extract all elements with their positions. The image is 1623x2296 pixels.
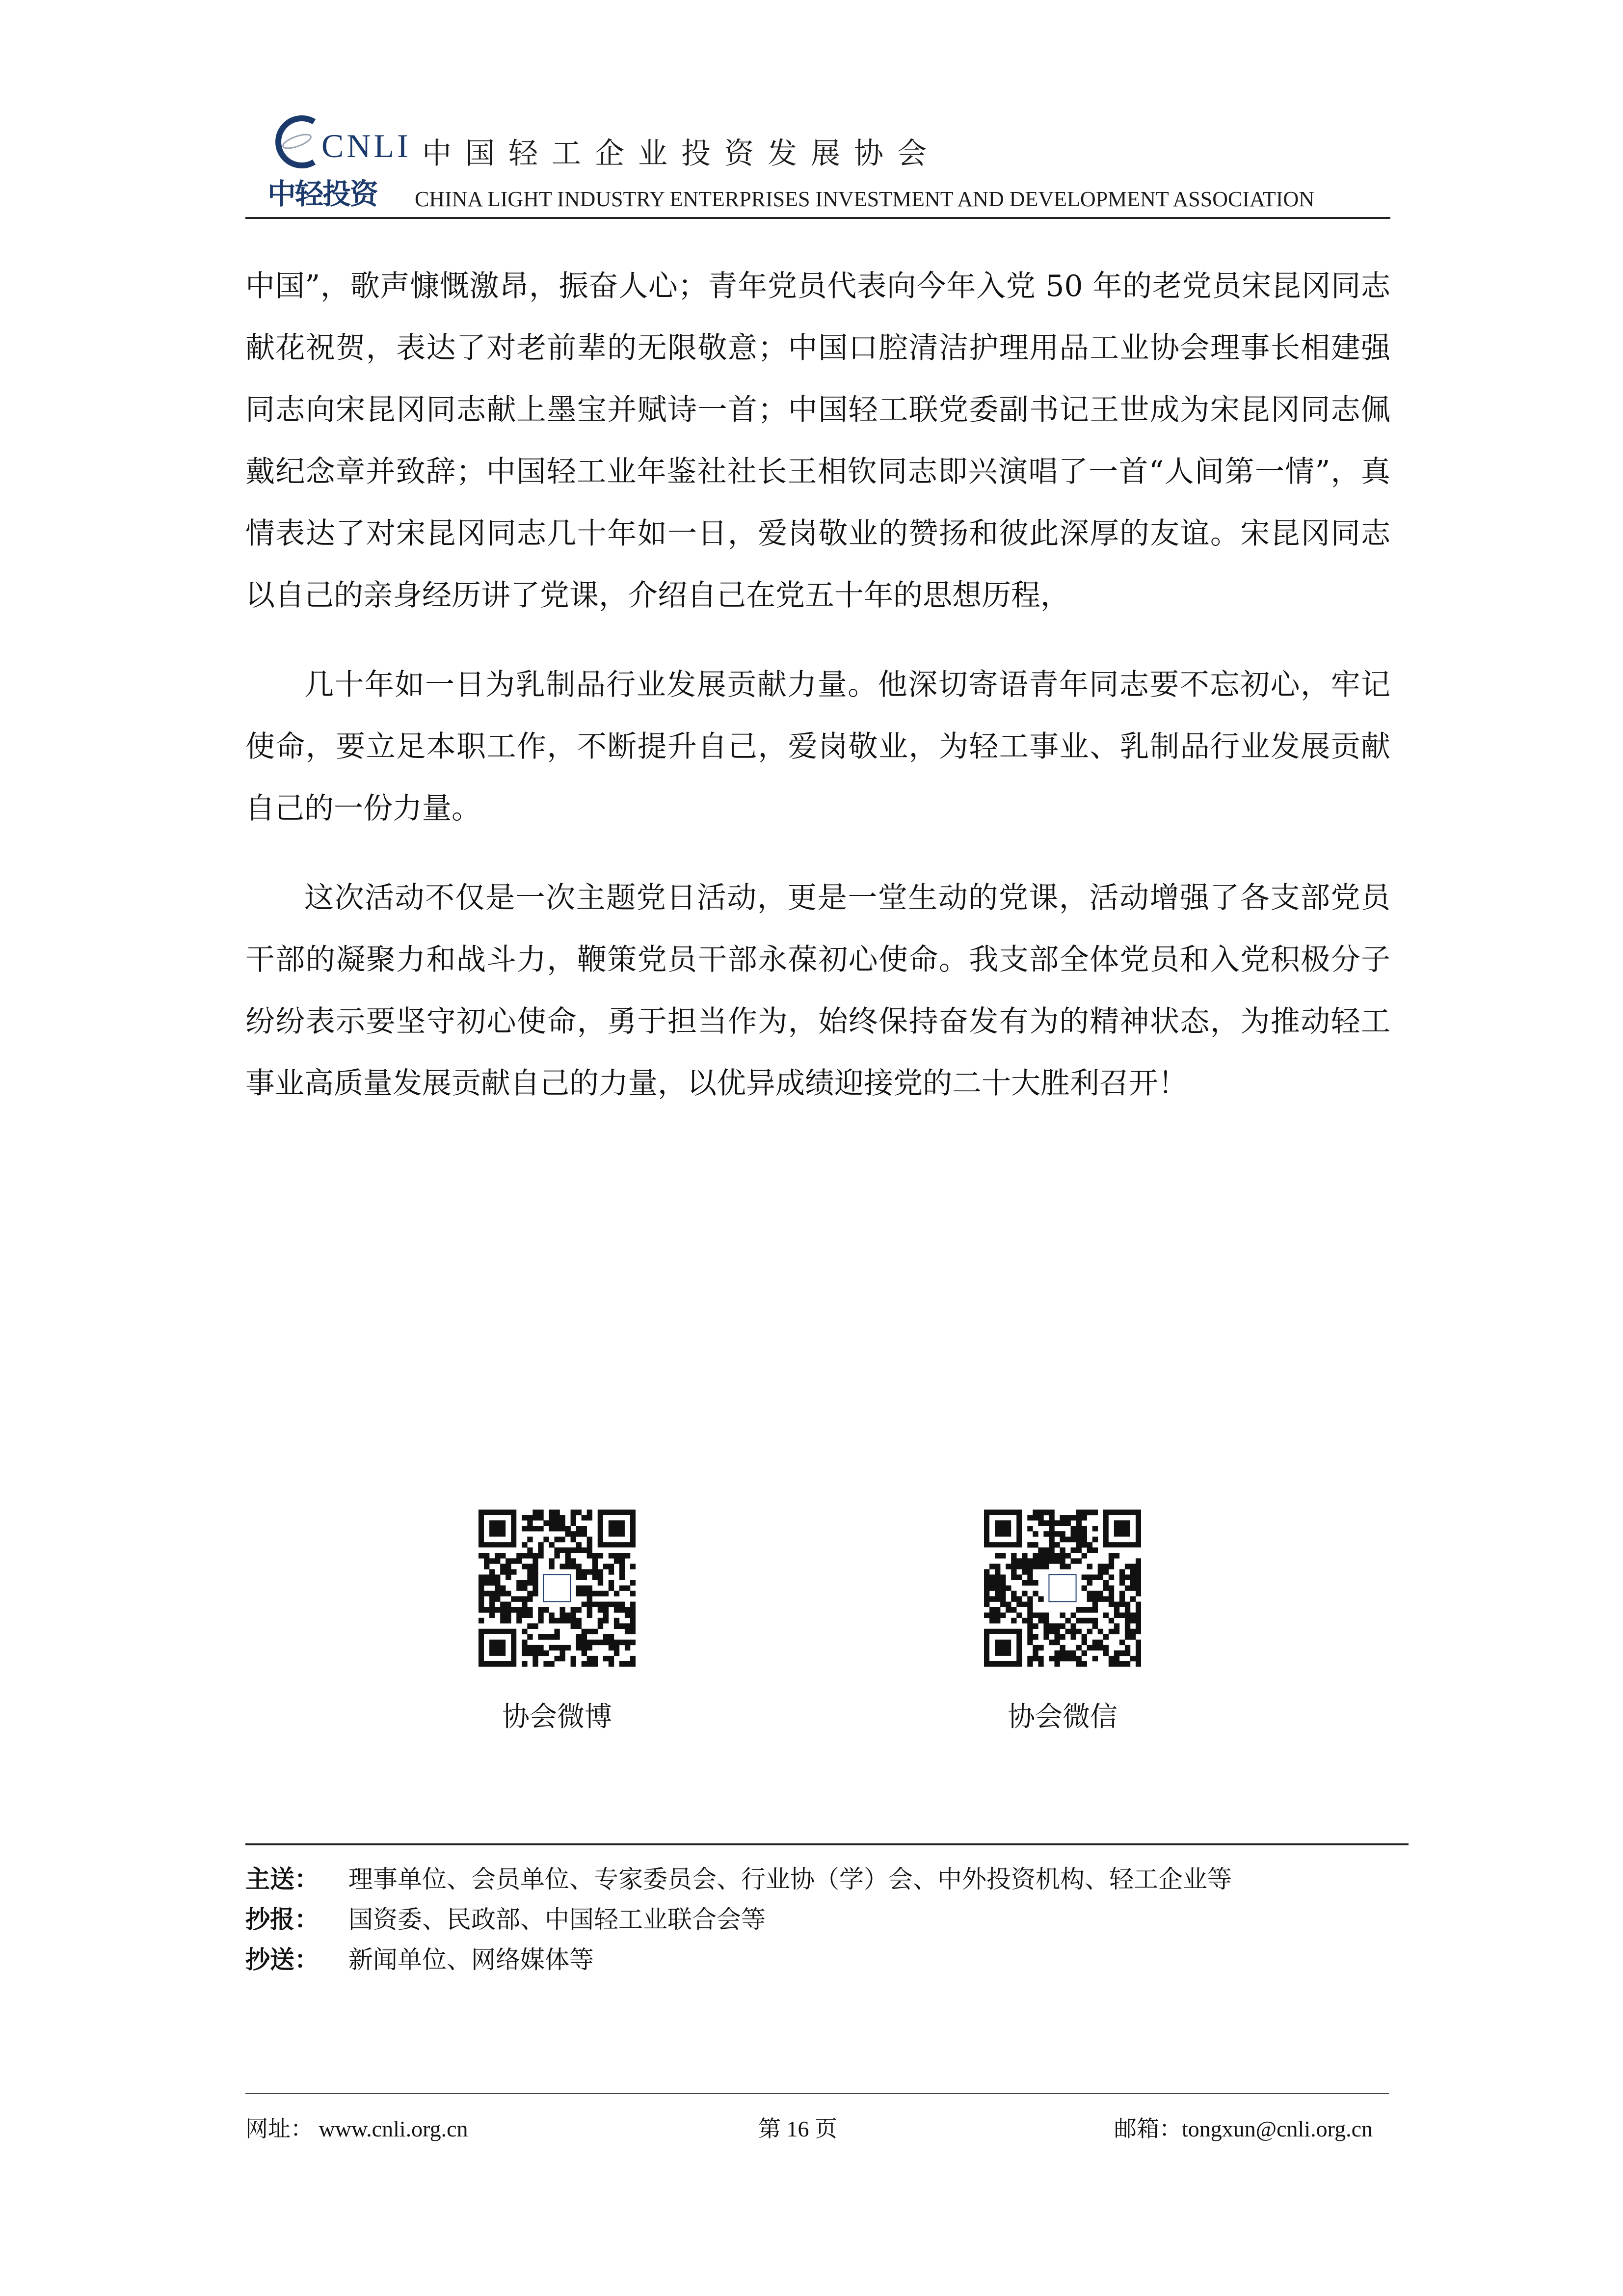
copy-to-value: 新闻单位、网络媒体等 xyxy=(348,1945,594,1974)
association-name-en: CHINA LIGHT INDUSTRY ENTERPRISES INVESTMENT AND DEVELOPMENT ASSOCIATION xyxy=(415,187,1315,211)
report-to-label: 抄报： xyxy=(245,1905,319,1934)
logo-chinese-text: 中轻投资 xyxy=(267,177,378,211)
association-name-cn: 中国轻工企业投资发展协会 xyxy=(422,136,940,171)
distribution-report-to xyxy=(245,1900,766,1935)
header-divider xyxy=(245,217,1390,219)
cnli-logo xyxy=(267,113,411,211)
weibo-qr-label: 协会微博 xyxy=(502,1701,612,1733)
footer-website: 网址： www.cnli.org.cn xyxy=(245,2116,468,2141)
qr-code-icon xyxy=(984,1510,1141,1667)
footer-divider xyxy=(245,2093,1389,2094)
footer-email: 邮箱：tongxun@cnli.org.cn xyxy=(1114,2116,1373,2141)
weibo-qr-block xyxy=(469,1510,645,1734)
footer-page-number: 第 16 页 xyxy=(758,2116,837,2141)
wechat-qr-block xyxy=(974,1510,1151,1734)
distribution-copy-to xyxy=(245,1940,594,1975)
distribution-divider xyxy=(245,1843,1409,1845)
body-paragraph: 几十年如一日为乳制品行业发展贡献力量。他深切寄语青年同志要不忘初心，牢记使命，要立足本职工作，不断提升自己，爱岗敬业，为轻工事业、乳制品行业发展贡献自己的一份力量。 xyxy=(245,668,1390,826)
send-to-value: 理事单位、会员单位、专家委员会、行业协（学）会、中外投资机构、轻工企业等 xyxy=(348,1865,1232,1893)
article-body xyxy=(245,255,1390,1114)
report-to-value: 国资委、民政部、中国轻工业联合会等 xyxy=(348,1905,766,1934)
send-to-label: 主送： xyxy=(245,1865,319,1893)
cnli-logo-mark xyxy=(267,113,411,167)
body-paragraph: 中国”，歌声慷慨激昂，振奋人心；青年党员代表向今年入党 50 年的老党员宋昆冈同志献花祝贺，表达了对老前辈的无限敬意；中国口腔清洁护理用品工业协会理事长相建强同志向宋昆冈同志献上墨宝并赋诗一首；中国轻工联党委副书记王世成为宋昆冈同志佩戴纪念章并致辞；中国轻工业年鉴社社长王相钦同志即兴演唱了一首“人间第一情”，真情表达了对宋昆冈同志几十年如一日，爱岗敬业的赞扬和彼此深厚的友谊。宋昆冈同志以自己的亲身经历讲了党课，介绍自己在党五十年的思想历程， xyxy=(245,269,1390,613)
logo-latin-text: CNLI xyxy=(321,127,411,164)
qr-code-icon xyxy=(479,1510,636,1667)
wechat-qr-label: 协会微信 xyxy=(1008,1701,1117,1733)
body-paragraph: 这次活动不仅是一次主题党日活动，更是一堂生动的党课，活动增强了各支部党员干部的凝聚力和战斗力，鞭策党员干部永葆初心使命。我支部全体党员和入党积极分子纷纷表示要坚守初心使命，勇于担当作为，始终保持奋发有为的精神状态，为推动轻工事业高质量发展贡献自己的力量，以优异成绩迎接党的二十大胜利召开！ xyxy=(245,881,1390,1101)
copy-to-label: 抄送： xyxy=(245,1945,319,1974)
distribution-send-to xyxy=(245,1860,1232,1895)
